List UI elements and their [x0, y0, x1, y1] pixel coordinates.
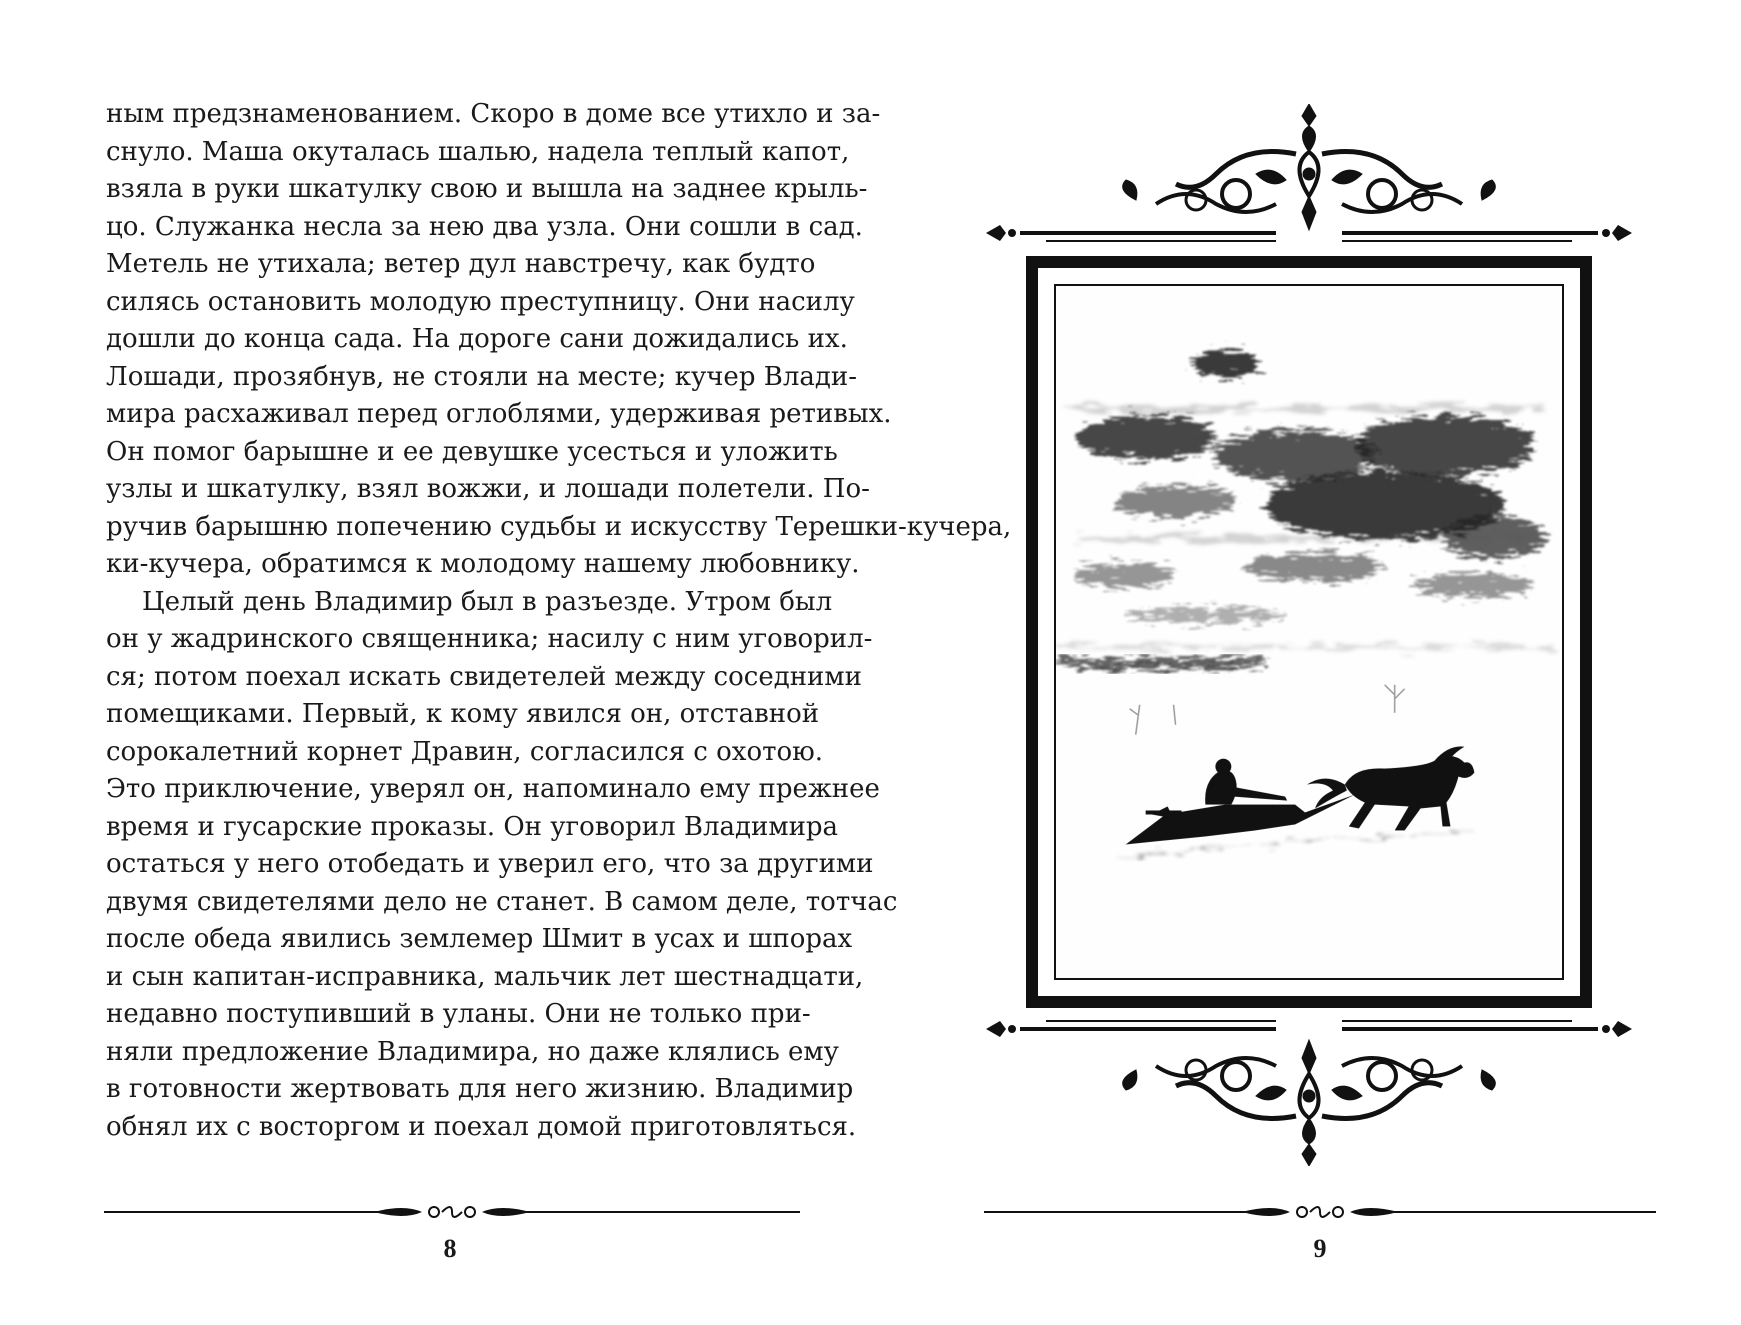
text-line: ным предзнаменованием. Скоро в доме все утихло и за- [106, 99, 881, 129]
text-line: взяла в руки шкатулку свою и вышла на заднее крыль- [106, 174, 868, 204]
bottom-flourish-ornament [1096, 1016, 1522, 1166]
text-line: ки-кучера, обратимся к молодому нашему любовнику. [106, 549, 860, 579]
text-line: силясь остановить молодую преступницу. Они насилу [106, 286, 855, 317]
text-line: остаться у него отобедать и уверил его, что за другими [106, 849, 874, 879]
illustration-inner-frame [1054, 284, 1564, 980]
text-line: время и гусарские проказы. Он уговорил Владимира [106, 811, 839, 842]
sleigh-in-blizzard-illustration [1056, 286, 1562, 978]
text-line: снуло. Маша окуталась шалью, надела теплый капот, [106, 136, 850, 167]
footer-ornament-rule [104, 1200, 800, 1224]
page-number: 9 [1313, 1234, 1327, 1263]
text-line: помещиками. Первый, к кому явился он, отставной [106, 699, 820, 729]
text-line: цо. Служанка несла за нею два узла. Они сошли в сад. [106, 211, 863, 242]
text-line: Лошади, прозябнув, не стояли на месте; кучер Влади- [106, 361, 857, 392]
text-line: и сын капитан-исправника, мальчик лет шестнадцати, [106, 961, 864, 992]
footer-ornament-rule [984, 1200, 1656, 1224]
text-line: Метель не утихала; ветер дул навстречу, как будто [106, 249, 816, 279]
text-line: ручив барышню попечению судьбы и искусству Терешки-кучера, [106, 511, 1012, 542]
right-page [870, 0, 1741, 1325]
text-line: в готовности жертвовать для него жизнию. Владимир [106, 1074, 854, 1104]
text-line: обнял их с восторгом и поехал домой приготовляться. [106, 1111, 857, 1142]
text-line: узлы и шкатулку, взял вожжи, и лошади полетели. По- [106, 474, 870, 504]
text-line: ся; потом поехал искать свидетелей между соседними [106, 661, 862, 692]
text-line: мира расхаживал перед оглоблями, удерживая ретивых. [106, 399, 892, 429]
text-line: двумя свидетелями дело не станет. В самом деле, тотчас [106, 886, 898, 917]
text-line: недавно поступивший в уланы. Они не только при- [106, 999, 811, 1029]
text-line: Целый день Владимир был в разъезде. Утром был [142, 586, 833, 617]
text-line: дошли до конца сада. На дороге сани дожидались их. [106, 324, 848, 354]
top-rule-ornament [986, 220, 1632, 246]
illustration-frame [1026, 256, 1592, 1008]
text-line: после обеда явились землемер Шмит в усах и шпорах [106, 924, 853, 954]
text-line: сорокалетний корнет Дравин, согласился с охотою. [106, 736, 824, 767]
paragraph-2 [106, 584, 898, 1147]
text-line: няли предложение Владимира, но даже клялись ему [106, 1036, 839, 1067]
paragraph-1 [106, 96, 1012, 584]
page-number: 8 [443, 1234, 457, 1263]
text-line: Он помог барышне и ее девушке усесться и уложить [106, 436, 838, 467]
text-line: Это приключение, уверял он, напоминало ему прежнее [106, 774, 880, 804]
text-block [106, 96, 1012, 1146]
text-line: он у жадринского священника; насилу с ним уговорил- [106, 624, 873, 654]
